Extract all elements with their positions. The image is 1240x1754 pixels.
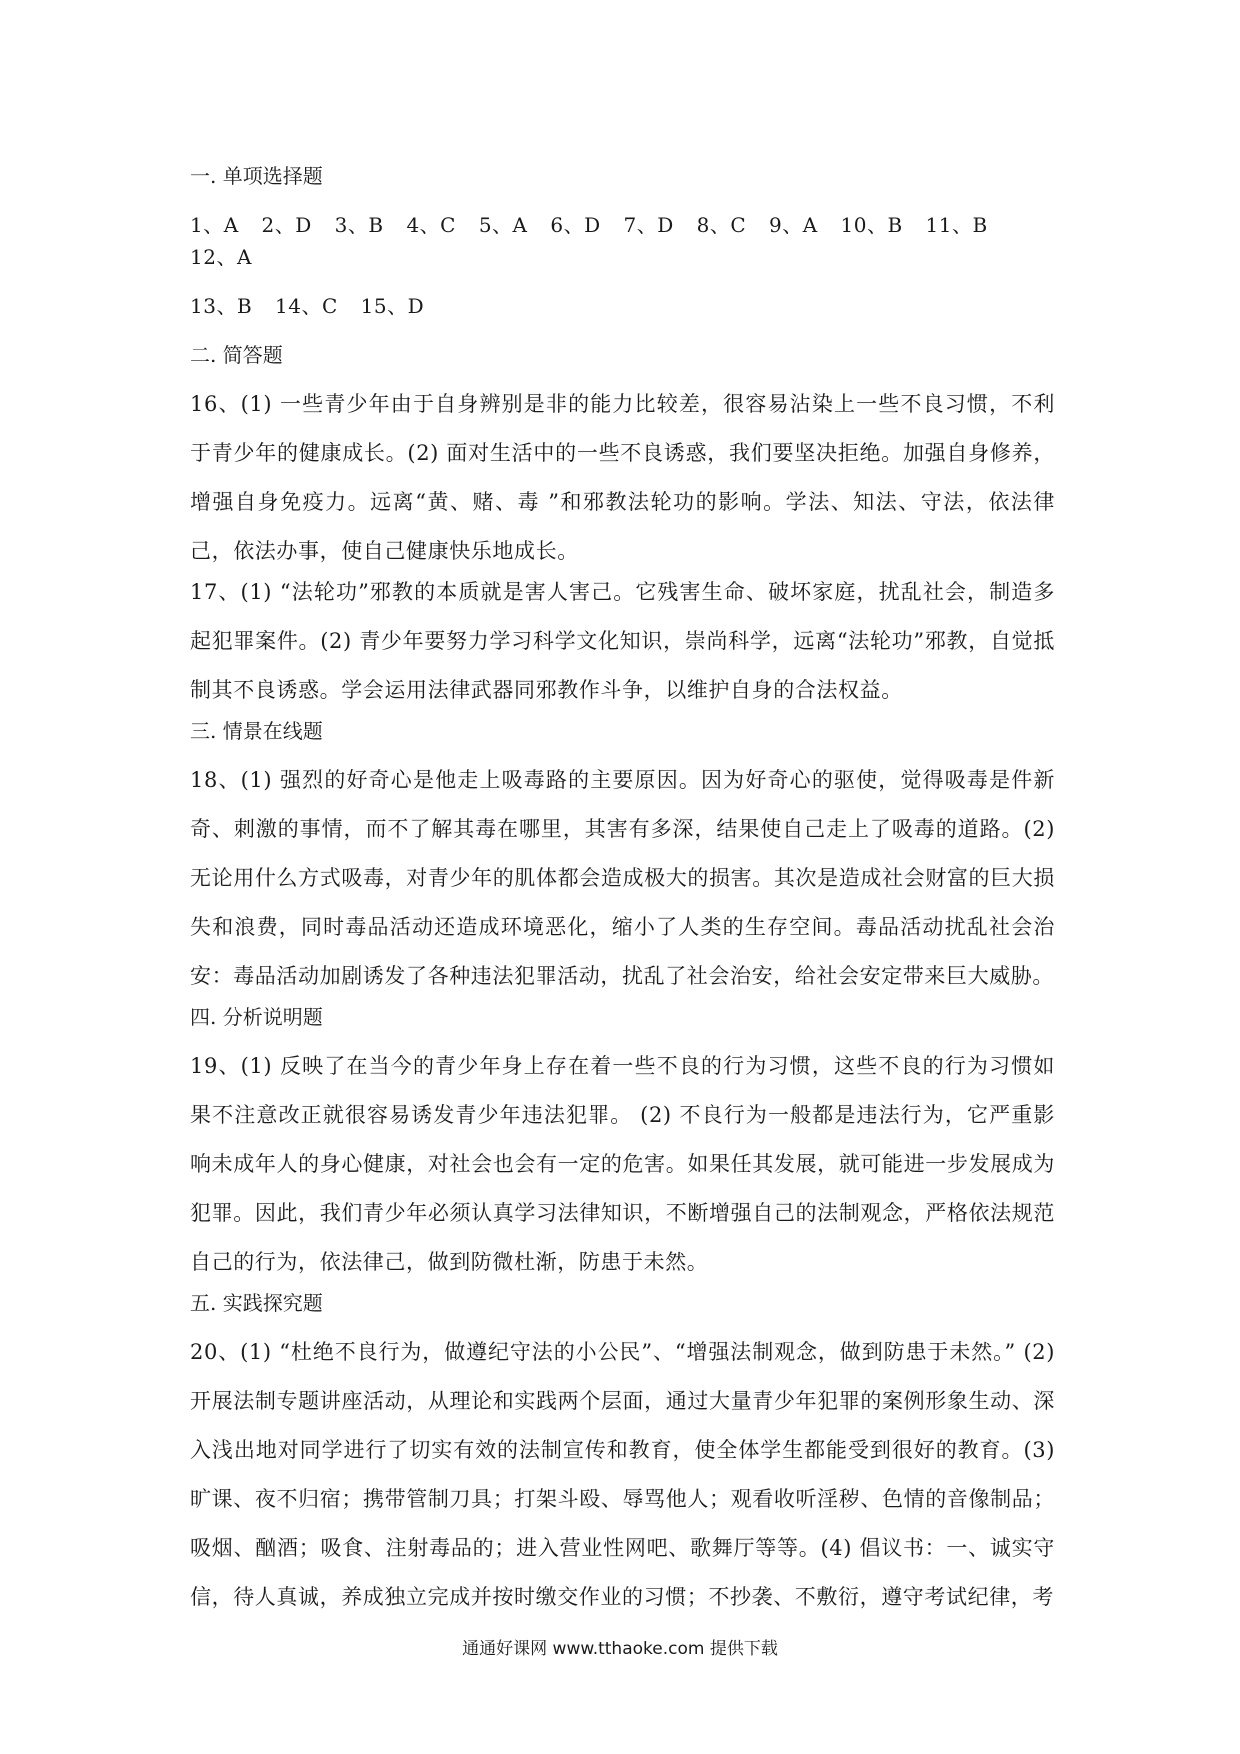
answers-line-1 — [190, 209, 1055, 273]
answer-paragraph-16: 16、(1) 一些青少年由于自身辨别是非的能力比较差，很容易沾染上一些不良习惯，不利于青少年的健康成长。(2) 面对生活中的一些不良诱惑，我们要坚决拒绝。加强自身修养，增强自身免疫力。远离“黄、赌、毒 ”和邪教法轮功的影响。学法、知法、守法，依法律己，依法办事，使自己健康快乐地成长。 — [190, 392, 1055, 563]
answer-item: 7、D — [623, 213, 674, 237]
page-footer: 通通好课网 www.tthaoke.com 提供下载 — [462, 1639, 778, 1659]
section-title-short-answer: 二. 简答题 — [190, 343, 283, 367]
answer-item: 1、A — [190, 213, 239, 237]
answer-item: 12、A — [190, 245, 252, 269]
answers-line-2 — [190, 290, 1055, 322]
section-title-practice: 五. 实践探究题 — [190, 1291, 323, 1315]
answer-item: 9、A — [769, 213, 818, 237]
section-title-single-choice: 一. 单项选择题 — [190, 164, 323, 188]
answer-item: 13、B — [190, 294, 253, 318]
answer-item: 5、A — [478, 213, 528, 237]
answer-paragraph-20: 20、(1) “杜绝不良行为，做遵纪守法的小公民”、“增强法制观念，做到防患于未然。” (2) 开展法制专题讲座活动，从理论和实践两个层面，通过大量青少年犯罪的案例形象生动、深入浅出地对同学进行了切实有效的法制宣传和教育，使全体学生都能受到很好的教育。(3) 旷课、夜不归宿；携带管制刀具；打架斗殴、辱骂他人；观看收听淫秽、色情的音像制品；吸烟、酗酒；吸食、注射毒品的；进入营业性网吧、歌舞厅等等。(4) 倡议书：一、诚实守信，待人真诚，养成独立完成并按时缴交作业的习惯；不抄袭、不敷衍，遵守考试纪律，考 — [190, 1340, 1055, 1609]
answer-item: 15、D — [360, 294, 425, 318]
answer-item: 6、D — [550, 213, 601, 237]
answer-item: 4、C — [406, 213, 456, 237]
answer-item: 3、B — [334, 213, 384, 237]
answer-sheet — [190, 160, 1055, 1622]
answer-item: 14、C — [275, 294, 338, 318]
answer-paragraph-19: 19、(1) 反映了在当今的青少年身上存在着一些不良的行为习惯，这些不良的行为习惯如果不注意改正就很容易诱发青少年违法犯罪。 (2) 不良行为一般都是违法行为，它严重影响未成年人的身心健康，对社会也会有一定的危害。如果任其发展，就可能进一步发展成为犯罪。因此，我们青少年必须认真学习法律知识，不断增强自己的法制观念，严格依法规范自己的行为，依法律己，做到防微杜渐，防患于未然。 — [190, 1054, 1055, 1274]
answer-item: 11、B — [925, 213, 988, 237]
answer-item: 10、B — [840, 213, 903, 237]
section-title-scenario: 三. 情景在线题 — [190, 719, 323, 743]
answer-item: 8、C — [696, 213, 747, 237]
answer-paragraph-17: 17、(1) “法轮功”邪教的本质就是害人害己。它残害生命、破坏家庭，扰乱社会，制造多起犯罪案件。(2) 青少年要努力学习科学文化知识，崇尚科学，远离“法轮功”邪教，自觉抵制其不良诱惑。学会运用法律武器同邪教作斗争，以维护自身的合法权益。 — [190, 580, 1055, 702]
answer-item: 2、D — [261, 213, 312, 237]
section-title-analysis: 四. 分析说明题 — [190, 1005, 323, 1029]
answer-paragraph-18: 18、(1) 强烈的好奇心是他走上吸毒路的主要原因。因为好奇心的驱使，觉得吸毒是件新奇、刺激的事情，而不了解其毒在哪里，其害有多深，结果使自己走上了吸毒的道路。(2) 无论用什么方式吸毒，对青少年的肌体都会造成极大的损害。其次是造成社会财富的巨大损失和浪费，同时毒品活动还造成环境恶化，缩小了人类的生存空间。毒品活动扰乱社会治安：毒品活动加剧诱发了各种违法犯罪活动，扰乱了社会治安，给社会安定带来巨大威胁。 — [190, 768, 1055, 988]
